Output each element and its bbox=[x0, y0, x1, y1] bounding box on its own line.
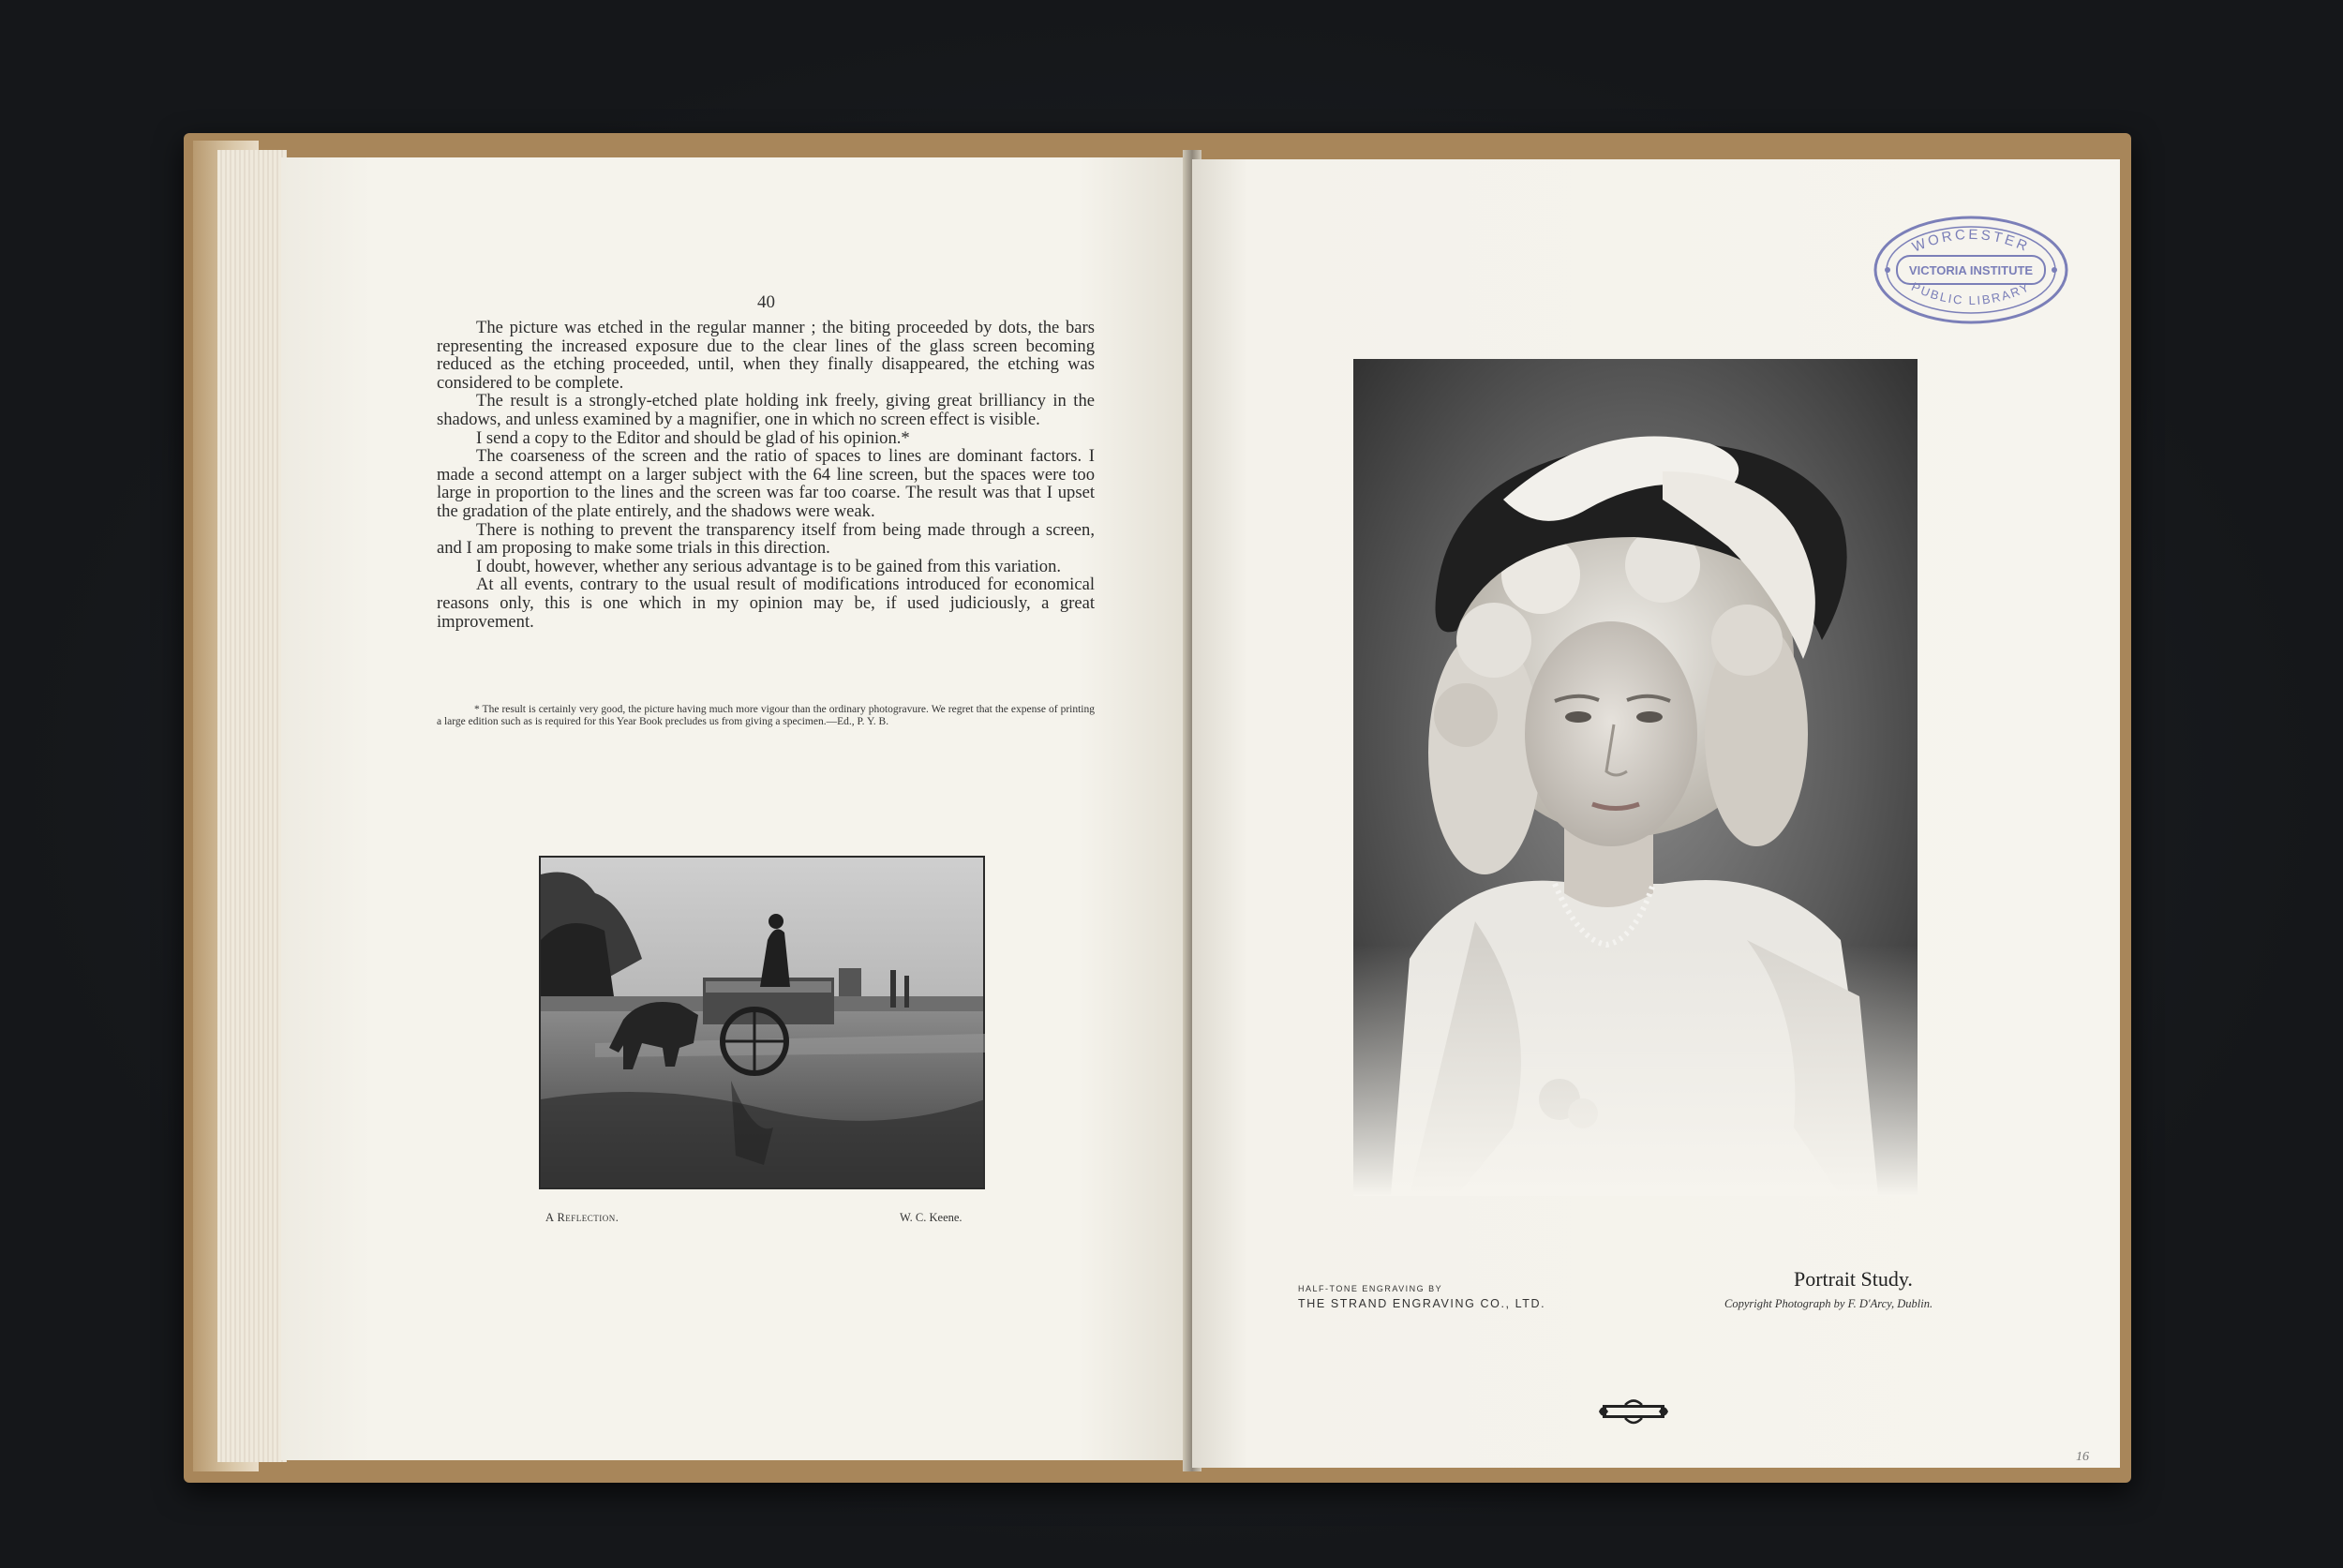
paragraph-6: I doubt, however, whether any serious advantage is to be gained from this variation. bbox=[476, 556, 1062, 576]
stamp-top-text: WORCESTER bbox=[1909, 226, 2033, 256]
svg-text:WORCESTER bbox=[1910, 227, 2032, 256]
page-stack-edges bbox=[217, 150, 287, 1462]
stamp-bottom-text: PUBLIC LIBRARY bbox=[1909, 278, 2033, 308]
portrait-photo bbox=[1353, 359, 1918, 1196]
article-body bbox=[437, 319, 1095, 631]
photo-caption-author: W. C. Keene. bbox=[900, 1211, 963, 1224]
photo-caption-title: A Reflection. bbox=[545, 1211, 619, 1224]
plate-title: Portrait Study. bbox=[1794, 1267, 1913, 1291]
footnote bbox=[437, 704, 1095, 727]
pencil-mark: 16 bbox=[2076, 1450, 2089, 1464]
engraving-label-main: THE STRAND ENGRAVING CO., LTD. bbox=[1298, 1297, 1546, 1310]
footnote-text: * The result is certainly very good, the picture having much more vigour than the ordinary photogravure. We regret that the expense of printing a large edition such as is required for this Year Book precludes us from giving a specimen.—Ed., P. Y. B. bbox=[437, 704, 1095, 727]
reflection-photo bbox=[539, 856, 985, 1189]
page-number: 40 bbox=[757, 292, 775, 312]
library-stamp bbox=[1873, 214, 2069, 326]
photo-credit: Copyright Photograph by F. D'Arcy, Dublin. bbox=[1724, 1297, 1933, 1310]
engraving-label-small: HALF-TONE ENGRAVING BY bbox=[1298, 1284, 1443, 1293]
paragraph-2: The result is a strongly-etched plate holding ink freely, giving great brilliancy in the shadows, and unless examined by a magnifier, one in which no screen effect is visible. bbox=[437, 391, 1095, 429]
paragraph-5: There is nothing to prevent the transparency itself from being made through a screen, and I am proposing to make some trials in this direction. bbox=[437, 519, 1095, 559]
paragraph-3: I send a copy to the Editor and should be glad of his opinion.* bbox=[476, 427, 910, 448]
paragraph-7: At all events, contrary to the usual result of modifications introduced for economical reasons only, this is one which in my opinion may be, if used judiciously, a great improvement. bbox=[437, 575, 1095, 632]
paragraph-4: The coarseness of the screen and the ratio of spaces to lines are dominant factors. I made a second attempt on a larger subject with the 64 line screen, but the spaces were too large in proportion to the lines and the screen was far too coarse. The result was that I upset the gradation of the plate entirely, and the shadows were weak. bbox=[437, 446, 1095, 521]
stamp-middle-text: VICTORIA INSTITUTE bbox=[1908, 263, 2034, 277]
paragraph-1: The picture was etched in the regular manner ; the biting proceeded by dots, the bars representing the increased exposure due to the clear lines of the glass screen becoming reduced as the etching proceeded, until, when they finally disappeared, the etching was considered to be complete. bbox=[437, 318, 1095, 393]
printer-ornament-icon bbox=[1597, 1397, 1670, 1427]
